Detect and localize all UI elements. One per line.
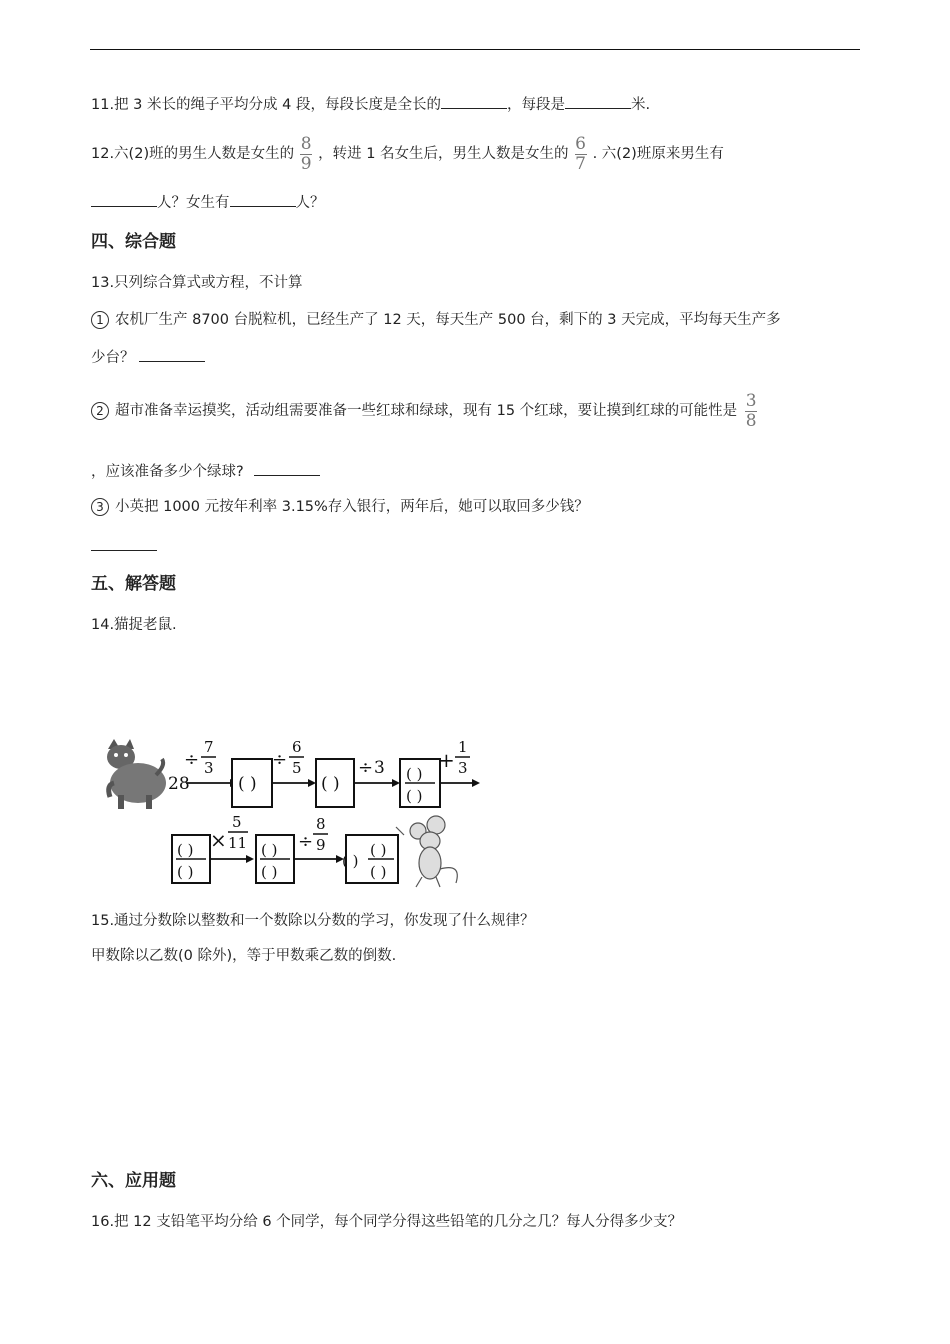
fraction-denominator: 7	[575, 153, 586, 174]
circled-number-3: 3	[91, 498, 109, 516]
q15-answer: 甲数除以乙数(0 除外)，等于甲数乘乙数的倒数.	[91, 948, 397, 964]
q13-part-1	[91, 310, 781, 330]
q12-blank-boys[interactable]	[91, 192, 157, 207]
operator-divide: ÷	[298, 831, 314, 852]
box2-paren: ( )	[321, 774, 340, 794]
q16-text: 16.把 12 支铅笔平均分给 6 个同学，每个同学分得这些铅笔的几分之几？每人分得多少支？	[91, 1214, 683, 1230]
q12-text-c: . 六(2)班原来男生有	[592, 146, 724, 162]
q11-blank-1[interactable]	[441, 94, 507, 109]
q15-question: 15.通过分数除以整数和一个数除以分数的学习，你发现了什么规律？	[91, 913, 535, 929]
circled-number-2: 2	[91, 402, 109, 420]
box6-paren-bottom: ( )	[370, 863, 387, 881]
q12-text-e: 人？	[295, 195, 325, 211]
q13-p3-blank[interactable]	[91, 536, 157, 551]
section-title-5: 五、解答题	[91, 574, 176, 594]
op2-numerator: 6	[292, 738, 302, 756]
operator-divide: ÷	[272, 749, 288, 770]
q14-title: 14.猫捉老鼠.	[91, 617, 177, 633]
box3-paren-bottom: ( )	[406, 787, 423, 805]
operator-plus: +	[438, 748, 455, 772]
q12-text: 12.六(2)班的男生人数是女生的	[91, 146, 295, 162]
box3-paren-top: ( )	[406, 765, 423, 783]
op3-value: 3	[374, 758, 385, 778]
box4-paren-bottom: ( )	[177, 863, 194, 881]
section-title-4: 四、综合题	[91, 232, 176, 252]
q11-blank-2[interactable]	[565, 94, 631, 109]
q13-p1-text-b: 少台？	[91, 350, 135, 366]
q13-part-3	[91, 497, 589, 517]
fraction-numerator: 3	[745, 390, 757, 411]
fraction-numerator: 8	[300, 133, 312, 154]
fraction-denominator: 8	[745, 410, 757, 431]
box6-paren-left: ( )	[342, 852, 359, 870]
fraction-8-9	[300, 133, 312, 174]
question-12-line2	[91, 192, 325, 213]
op2-denominator: 5	[292, 759, 302, 777]
box5-paren-bottom: ( )	[261, 863, 278, 881]
operator-divide: ÷	[358, 757, 374, 778]
q11-text-b: ，每段是	[506, 97, 565, 113]
q12-text-d: 人？女生有	[157, 195, 230, 211]
box6-paren-top: ( )	[370, 841, 387, 859]
fraction-denominator: 9	[300, 153, 312, 174]
start-number: 28	[168, 774, 190, 794]
q13-p1-text: 农机厂生产 8700 台脱粒机，已经生产了 12 天，每天生产 500 台，剩下的 3 天完成，平均每天生产多	[115, 312, 781, 328]
q13-p2-text-b: ，应该准备多少个绿球?	[91, 464, 244, 480]
q13-part-2	[91, 390, 763, 432]
q11-text-c: 米.	[630, 97, 651, 113]
op6-numerator: 8	[316, 815, 326, 833]
q13-p2-text: 超市准备幸运摸奖，活动组需要准备一些红球和绿球，现有 15 个红球，要让摸到红球的可能性是	[115, 403, 738, 419]
q13-p2-blank[interactable]	[254, 461, 320, 476]
op1-denominator: 3	[204, 759, 214, 777]
box1-paren: ( )	[238, 774, 257, 794]
cat-icon	[107, 739, 166, 809]
circled-number-1: 1	[91, 311, 109, 329]
q13-p3-text: 小英把 1000 元按年利率 3.15%存入银行，两年后，她可以取回多少钱？	[115, 499, 589, 515]
op5-numerator: 5	[232, 813, 242, 831]
op6-denominator: 9	[316, 836, 326, 854]
op5-denominator: 11	[228, 834, 248, 852]
box4-paren-top: ( )	[177, 841, 194, 859]
cat-mouse-diagram	[100, 735, 580, 895]
header-rule	[90, 49, 860, 50]
question-12	[91, 134, 724, 174]
q11-text: 11.把 3 米长的绳子平均分成 4 段，每段长度是全长的	[91, 97, 441, 113]
q13-part-1-line2	[91, 347, 205, 368]
fraction-numerator: 6	[575, 133, 586, 154]
fraction-3-8	[745, 390, 757, 431]
q13-part-3-line2	[91, 536, 157, 557]
q13-part-2-line2	[91, 461, 320, 482]
box5-paren-top: ( )	[261, 841, 278, 859]
q13-p1-blank[interactable]	[139, 347, 205, 362]
op4-denominator: 3	[458, 759, 468, 777]
section-title-6: 六、应用题	[91, 1171, 176, 1191]
mouse-icon	[396, 816, 457, 887]
q12-blank-girls[interactable]	[230, 192, 296, 207]
operator-divide: ÷	[184, 749, 200, 770]
operator-multiply: ×	[210, 828, 227, 852]
q13-intro: 13.只列综合算式或方程，不计算	[91, 275, 303, 291]
fraction-6-7	[575, 133, 587, 174]
op1-numerator: 7	[204, 738, 214, 756]
question-11	[91, 94, 650, 115]
op4-numerator: 1	[458, 738, 468, 756]
q12-text-b: ，转进 1 名女生后，男生人数是女生的	[318, 146, 569, 162]
